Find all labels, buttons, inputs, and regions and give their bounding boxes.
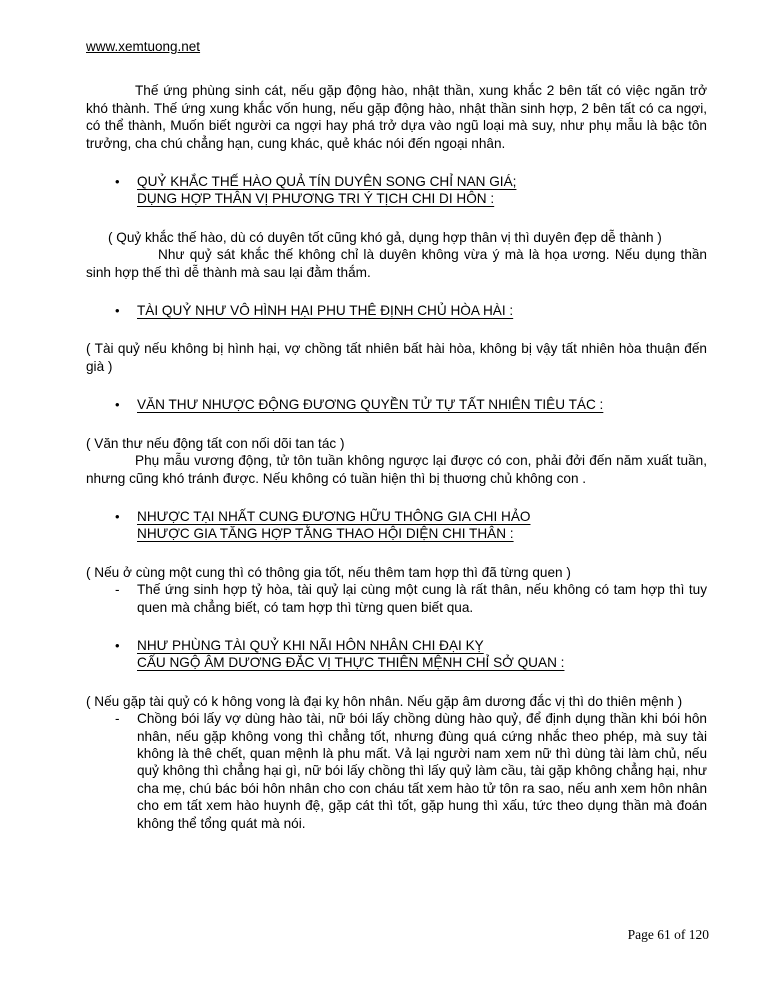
- section-5-list-item-text: Chồng bói lấy vợ dùng hào tài, nữ bói lấy chồng dùng hào quỷ, để định dụng thần khi bói hôn nhân, nếu gặp không vong thì chẳng tốt, nhưng đùng quá cứng nhắc theo phép, mà suy tài không là thê chết, quan mệnh là phu mất. Vả lại người nam xem nữ thì dùng tài làm chủ, nếu quỷ không thì chẳng hại gì, nữ bói lấy chồng thì lấy quỷ làm cầu, tài gặp không chẳng hại, như cha mẹ, chú bác bói hôn nhân cho con cháu tất xem hào tử tôn ra sao, nếu anh xem hôn nhân cho em tất xem hào huynh đệ, gặp cát thì tốt, gặp hung thì xấu, tức theo dụng thần mà đoán không thể tổng quát mà nói.: [137, 711, 707, 831]
- section-1-heading-line-1: QUỶ KHẮC THẾ HÀO QUẢ TÍN DUYÊN SONG CHỈ NAN GIÁ;: [137, 174, 517, 190]
- section-5-heading: [115, 637, 707, 672]
- bullet-icon: •: [115, 174, 120, 190]
- dash-marker: -: [115, 582, 120, 598]
- section-4-heading-line-2: NHƯỢC GIA TĂNG HỢP TẰNG THAO HỘI DIỆN CHI THÂN :: [137, 526, 514, 542]
- section-3-heading: [115, 396, 707, 413]
- bullet-icon: •: [115, 303, 120, 319]
- section-2-paragraph-1: ( Tài quỷ nếu không bị hình hại, vợ chồng tất nhiên bất hài hòa, không bị vậy tất nhiên hòa thuận đến già ): [86, 341, 707, 374]
- section-1-heading: [115, 173, 707, 208]
- section-4-list-item: [115, 581, 707, 616]
- section-4-paragraph-1: ( Nếu ở cùng một cung thì có thông gia tốt, nếu thêm tam hợp thì đã từng quen ): [86, 564, 571, 580]
- section-5-paragraph-1: ( Nếu gặp tài quỷ có k hông vong là đại kỵ hôn nhân. Nếu gặp âm dương đắc vị thì do thiên mệnh ): [86, 693, 683, 709]
- section-3-heading-line-1: VĂN THƯ NHƯỢC ĐỘNG ĐƯƠNG QUYỀN TỬ TỰ TẤT NHIÊN TIÊU TÁC :: [137, 397, 604, 413]
- section-1-paragraph-1: ( Quỷ khắc thế hào, dù có duyên tốt cũng khó gả, dụng hợp thân vị thì duyên đẹp dễ thành ): [108, 229, 662, 245]
- bullet-icon: •: [115, 637, 120, 653]
- intro-paragraph: Thế ứng phùng sinh cát, nếu gặp động hào, nhật thần, xung khắc 2 bên tất có việc ngăn trở khó thành. Thế ứng xung khắc vốn hung, nếu gặp động hào, nhật thần sinh hợp, 2 bên tất có ca ngợi, có thể thành, Muốn biết người ca ngợi hay phá trở dựa vào ngũ loại mà suy, như phụ mẫu là bậc tôn trưởng, cha chú chẳng hạn, cung khác, quẻ khác nói đến ngoại nhân.: [86, 83, 707, 151]
- section-4-list-item-text: Thế ứng sinh hợp tỷ hòa, tài quỷ lại cùng một cung là rất thân, nếu không có tam hợp thì tuy quen mà chẳng biết, có tam hợp thì từng quen biết qua.: [137, 582, 707, 615]
- section-5-heading-line-1: NHƯ PHÙNG TÀI QUỶ KHI NÃI HÔN NHÂN CHI ĐẠI KỴ: [137, 637, 484, 653]
- section-2-heading-line-1: TÀI QUỶ NHƯ VÔ HÌNH HẠI PHU THÊ ĐỊNH CHỦ HÒA HÀI :: [137, 303, 514, 319]
- bullet-icon: •: [115, 508, 120, 524]
- page-number: Page 61 of 120: [627, 927, 709, 942]
- section-2-heading: [115, 302, 707, 319]
- section-1-paragraph-2: Như quỷ sát khắc thế không chỉ là duyên không vừa ý mà là họa ương. Nếu dụng thần sinh hợp thế thì dễ thành mà sau lại đằm thắm.: [86, 247, 707, 280]
- site-link[interactable]: www.xemtuong.net: [86, 39, 201, 54]
- section-5-list-item: [115, 710, 707, 832]
- section-1-heading-line-2: DỤNG HỢP THÂN VỊ PHƯƠNG TRI Ý TỊCH CHI DI HÔN :: [137, 191, 495, 207]
- section-4-heading-line-1: NHƯỢC TẠI NHẤT CUNG ĐƯƠNG HỮU THÔNG GIA CHI HẢO: [137, 508, 531, 524]
- bullet-icon: •: [115, 397, 120, 413]
- section-5-heading-line-2: CẤU NGỘ ÂM DƯƠNG ĐẮC VỊ THỰC THIÊN MỆNH CHỈ SỞ QUAN :: [137, 655, 565, 671]
- dash-marker: -: [115, 711, 120, 727]
- section-3-paragraph-2: Phụ mẫu vương động, tử tôn tuần không ngược lại được có con, phải đởi đến năm xuất tuần, nhưng cũng khó tránh được. Nếu không có tuần hiện thì bị thuơng chủ không con .: [86, 453, 707, 486]
- section-3-paragraph-1: ( Văn thư nếu động tất con nối dõi tan tác ): [86, 435, 345, 451]
- section-4-heading: [115, 508, 707, 543]
